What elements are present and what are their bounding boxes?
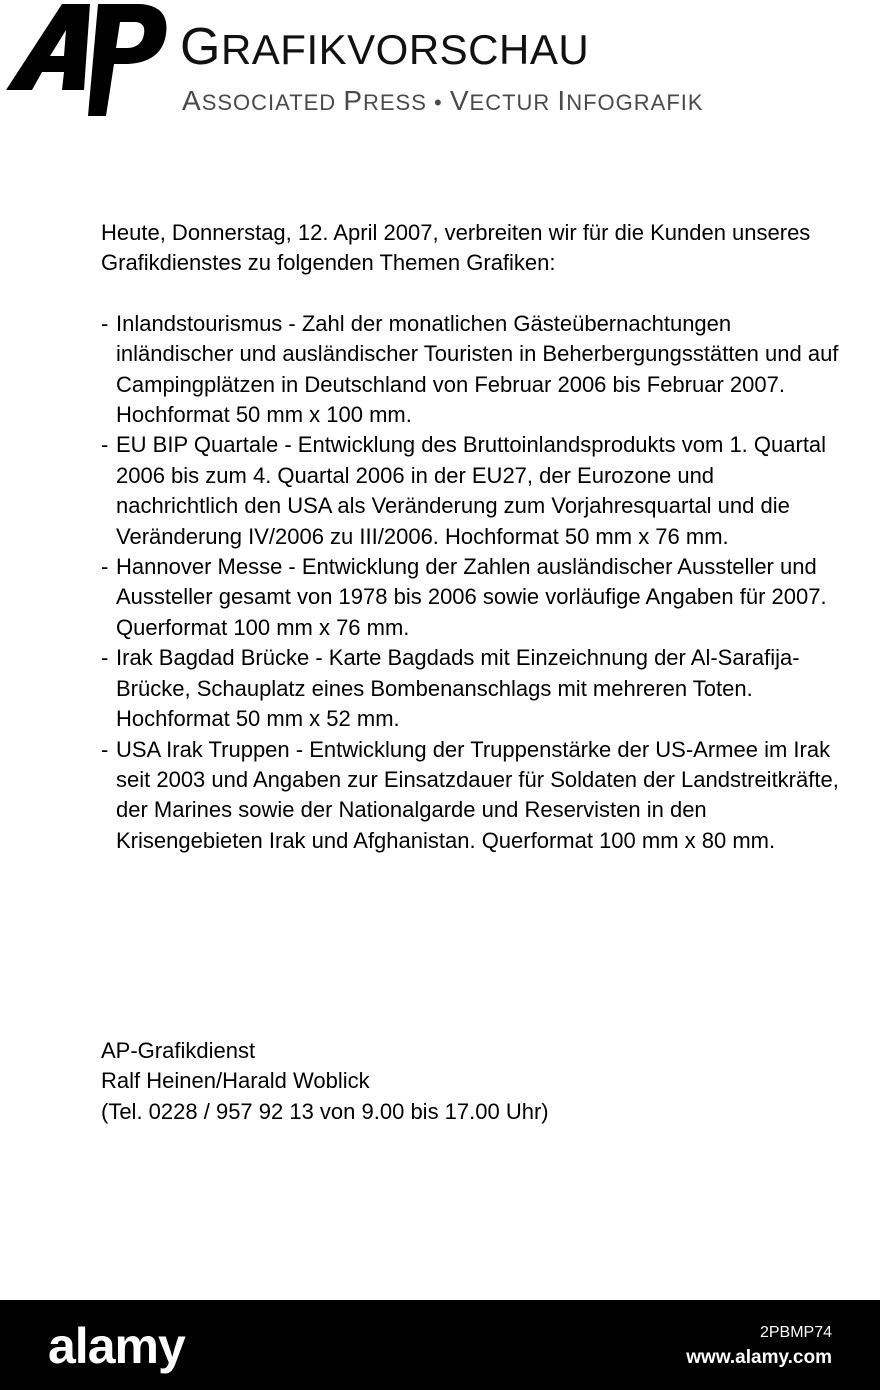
topic-item (101, 643, 841, 734)
intro-paragraph: Heute, Donnerstag, 12. April 2007, verbreiten wir für die Kunden unseres Grafikdienstes zu folgenden Themen Grafiken: (101, 220, 811, 276)
topic-dash: - (101, 736, 109, 762)
topic-dash: - (101, 432, 109, 458)
ap-logo-graphic (6, 4, 170, 116)
alamy-logo: alamy (48, 1318, 185, 1374)
topic-text: Irak Bagdad Brücke - Karte Bagdads mit Einzeichnung der Al-Sarafija-Brücke, Schauplatz eines Bombenanschlags mit mehreren Toten. Hochformat 50 mm x 52 mm. (116, 645, 800, 732)
signature-contact: (Tel. 0228 / 957 92 13 von 9.00 bis 17.00 Uhr) (101, 1098, 549, 1124)
document-body (101, 218, 841, 856)
ap-logo (6, 4, 170, 116)
topic-list (101, 309, 841, 856)
topic-item (101, 735, 841, 857)
topic-dash: - (101, 554, 109, 580)
topic-dash: - (101, 310, 109, 336)
topic-item (101, 430, 841, 552)
topic-dash: - (101, 645, 109, 671)
topic-text: Inlandstourismus - Zahl der monatlichen Gästeübernachtungen inländischer und ausländischer Touristen in Beherbergungsstätten und auf Campingplätzen in Deutschland von Februar 2006 bis Februar 2007. (116, 310, 839, 397)
letterhead (0, 0, 880, 130)
signature-block (101, 1036, 549, 1127)
topic-item (101, 552, 841, 643)
topic-text: USA Irak Truppen - Entwicklung der Truppenstärke der US-Armee im Irak seit 2003 und Angaben zur Einsatzdauer für Soldaten der Landstreitkräfte, der Marines sowie der Nationalgarde und Reservisten in den Krisengebieten Irak und Afghanistan. Querformat 100 mm x 80 mm. (116, 736, 839, 853)
topic-text: EU BIP Quartale - Entwicklung des Bruttoinlandsprodukts vom 1. Quartal 2006 bis zum 4. Quartal 2006 in der EU27, der Eurozone und nachrichtlich den USA als Veränderung zum Vorjahresquartal und die Veränderung IV/2006 zu III/2006. Hochformat 50 mm x 76 mm. (116, 432, 827, 549)
topic-format: Hochformat 50 mm x 100 mm. (116, 402, 412, 428)
topic-item (101, 309, 841, 431)
image-id: 2PBMP74 (759, 1324, 832, 1341)
footer-url[interactable]: www.alamy.com (686, 1347, 832, 1368)
signature-department: AP-Grafikdienst (101, 1038, 256, 1063)
signature-names: Ralf Heinen/Harald Woblick (101, 1068, 370, 1094)
watermark-footer (0, 1300, 880, 1390)
brand-title: GRAFIKVORSCHAU (180, 18, 590, 76)
topic-text: Hannover Messe - Entwicklung der Zahlen ausländischer Aussteller und Aussteller gesamt von 1978 bis 2006 sowie vorläufige Angaben für 2007. Querformat 100 mm x 76 mm. (116, 554, 827, 640)
brand-subtitle: ASSOCIATED PRESS • VECTUR INFOGRAFIK (182, 85, 704, 116)
